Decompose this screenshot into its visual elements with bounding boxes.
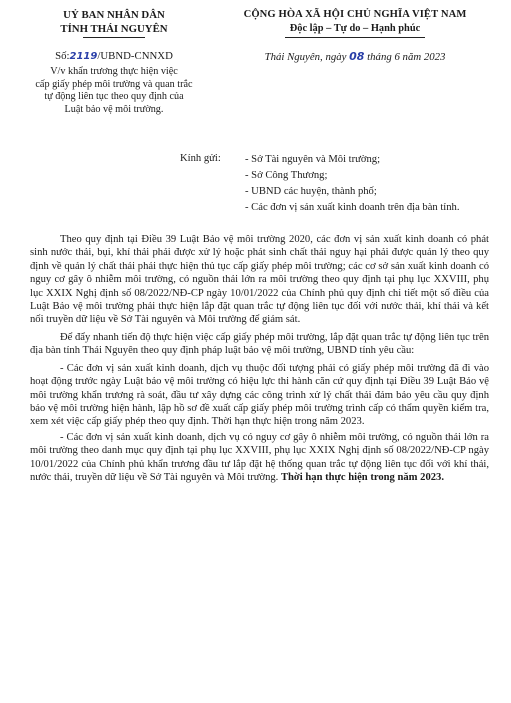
subject-line: tự động liên tục theo quy định của: [44, 91, 184, 103]
document-number-prefix: Số:: [55, 50, 70, 62]
issuing-agency-block: [30, 8, 198, 116]
letter-header: [30, 8, 489, 116]
recipients-block: [180, 152, 489, 216]
date-handwritten-day: 08: [349, 50, 365, 63]
body-paragraph-1: Theo quy định tại Điều 39 Luật Bảo vệ môi trường 2020, các đơn vị sản xuất kinh doanh có phát sinh nước thải, bụi, khí thải phải được xử lý hoặc phát sinh chất thải nguy hại phải được quản lý theo quy định về quản lý chất thải phải thực hiện thủ tục cấp giấy phép môi trường; các cơ sở sản xuất kinh doanh có nguy cơ gây ô nhiễm môi trường, có nguồn thải lớn ra môi trường theo quy định tại phụ lục XXVIII, phụ lục XXIX Nghị định số 08/2022/NĐ-CP ngày 10/01/2022 của Chính phủ quy định chi tiết một số điều của Luật Bảo vệ môi trường phải thực hiện lắp đặt quan trắc tự động liên tục đối với nước thải, khí thải và kết nối truyền dữ liệu về Sở Tài nguyên và Môi trường để giám sát.: [30, 234, 489, 326]
subject-line: cấp giấy phép môi trường và quan trắc: [35, 78, 193, 90]
recipient-list: [245, 152, 460, 216]
document-number: [30, 50, 198, 63]
body-paragraph-2: Để đẩy nhanh tiến độ thực hiện việc cấp giấy phép môi trường, lắp đặt quan trắc tự động liên tục trên địa bàn tỉnh Thái Nguyên theo quy định pháp luật bảo vệ môi trường, UBND tỉnh yêu cầu:: [30, 331, 489, 357]
subject-line: V/v khẩn trương thực hiện việc: [50, 66, 178, 78]
paragraph-4-text: - Các đơn vị sản xuất kinh doanh, dịch vụ có nguy cơ gây ô nhiễm môi trường, có nguồn thải lớn ra môi trường theo danh mục quy định tại phụ lục XXVIII, phụ lục XXIX Nghị định số 08/2022/NĐ-CP ngày 10/01/2022 của Chính phủ khẩn trương đầu tư lắp đặt hệ thống quan trắc tự động liên tục đối với khí thải, nước thải, truyền dữ liệu về Sở Tài nguyên và Môi trường.: [30, 431, 489, 483]
national-motto: Độc lập – Tự do – Hạnh phúc: [289, 23, 421, 34]
date-suffix: tháng 6 năm 2023: [364, 51, 446, 63]
agency-name: UỶ BAN NHÂN DÂN: [63, 9, 165, 21]
date-prefix: Thái Nguyên, ngày: [264, 51, 350, 63]
recipient-item: - Các đơn vị sản xuất kinh doanh trên địa bàn tỉnh.: [245, 202, 460, 214]
body-paragraph-4: [30, 431, 489, 485]
recipient-item: - UBND các huyện, thành phố;: [245, 186, 377, 198]
national-title: CỘNG HÒA XÃ HỘI CHỦ NGHĨA VIỆT NAM: [243, 9, 467, 20]
document-number-suffix: /UBND-CNNXD: [97, 50, 173, 62]
document-subject: [30, 66, 198, 116]
body-paragraph-3: - Các đơn vị sản xuất kinh doanh, dịch vụ thuộc đối tượng phải có giấy phép môi trường đã đi vào hoạt động trước ngày Luật bảo vệ môi trường có hiệu lực thi hành căn cứ quy định tại Điều 39 Luật Bảo vệ môi trường khẩn trương rà soát, đầu tư xây dựng các công trình xử lý chất thải đảm bảo yêu cầu quy định bảo vệ môi trường hiện hành, lập hồ sơ đề xuất cấp giấy phép môi trường trình cấp có thẩm quyền kiểm tra, xem xét việc cấp giấy phép theo quy định. Thời hạn thực hiện trong năm 2023.: [30, 362, 489, 428]
recipient-item: - Sở Tài nguyên và Môi trường;: [245, 154, 381, 166]
kinh-gui-label: Kính gửi:: [180, 153, 221, 165]
issue-date: [221, 50, 489, 64]
agency-province: TỈNH THÁI NGUYÊN: [60, 23, 168, 35]
motto-underline: [285, 37, 425, 38]
document-number-handwritten: 2119: [69, 51, 98, 62]
recipient-item: - Sở Công Thương;: [245, 170, 328, 182]
national-title-block: [221, 8, 489, 116]
subject-line: Luật bảo vệ môi trường.: [64, 103, 164, 115]
agency-underline: [83, 37, 145, 38]
paragraph-4-deadline: Thời hạn thực hiện trong năm 2023.: [280, 471, 444, 483]
